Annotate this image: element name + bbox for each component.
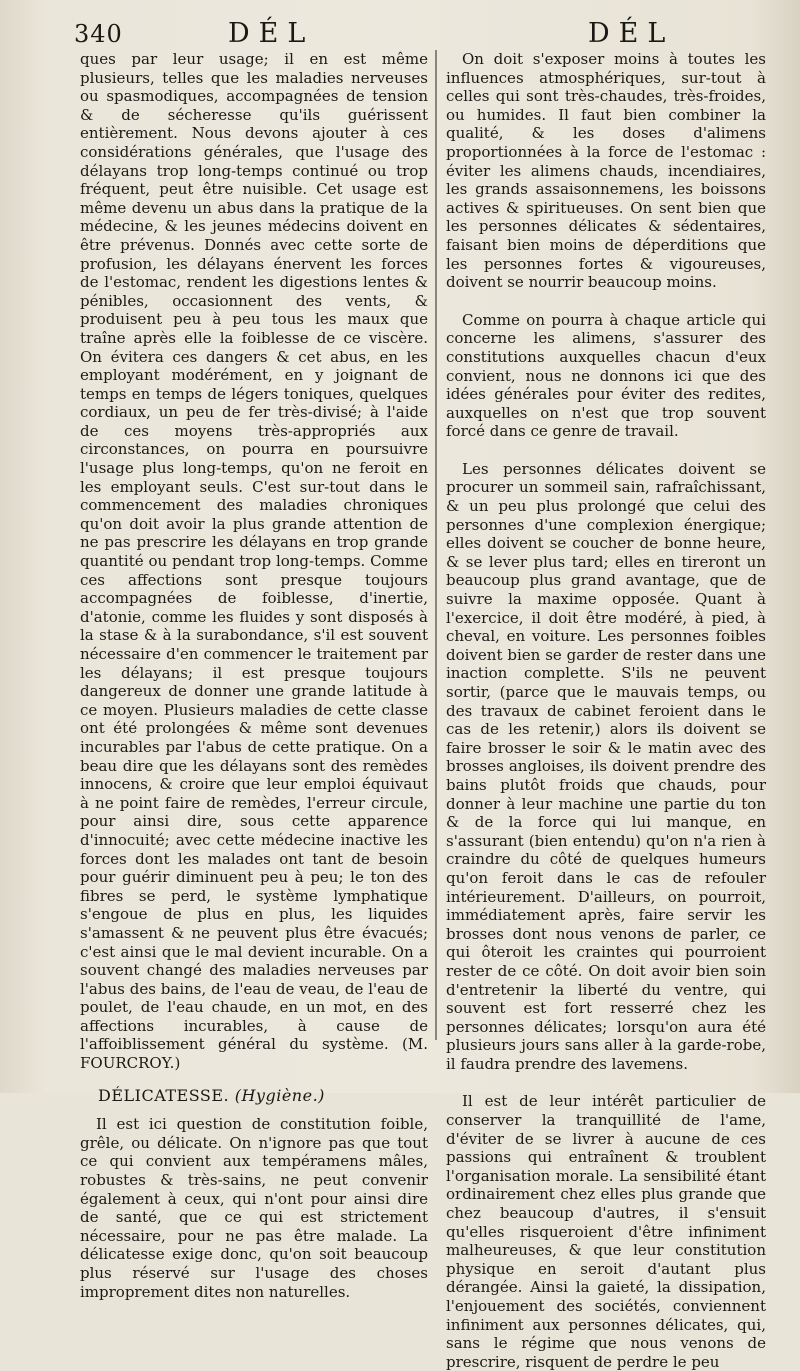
left-paragraph-1: ques par leur usage; il en est même plusieurs, telles que les maladies nerveuses ou spasmodiques, accompagnées de tension & de sécheresse qu'ils guérissent entièrement. Nous devons ajouter à ces considérations générales, que l'usage des délayans trop long-temps continué ou trop fréquent, peut être nuisible. Cet usage est même devenu un abus dans la pratique de la médecine, & les jeunes médecins doivent en être prévenus. Donnés avec cette sorte de profusion, les délayans énervent les forces de l'estomac, rendent les digestions lentes & pénibles, occasionnent des vents, & produisent peu à peu tous les maux que traîne après elle la foiblesse de ce viscère. On évitera ces dangers & cet abus, en les employant modérément, en y joignant de temps en temps de légers toniques, quelques cordiaux, un peu de fer très-divisé; à l'aide de ces moyens très-appropriés aux circonstances, on pourra en poursuivre l'usage plus long-temps, qu'on ne feroit en les employant seuls. C'est sur-tout dans le commencement des maladies chroniques qu'on doit avoir la plus grande attention de ne pas prescrire les délayans en trop grande quantité ou pendant trop long-temps. Comme ces affections sont presque toujours accompagnées de foiblesse, d'inertie, d'atonie, comme les fluides y sont disposés à la stase & à la surabondance, s'il est souvent nécessaire d'en commencer le traitement par les délayans; il est presque toujours dangereux de donner une grande latitude à ce moyen. Plusieurs maladies de cette classe ont été prolongées & même sont devenues incurables par l'abus de cette pratique. On a beau dire que les délayans sont des remèdes innocens, & croire que leur emploi équivaut à ne point faire de remèdes, l'erreur circule, pour ainsi dire, sous cette apparence d'innocuité; avec cette médecine inactive les forces dont les malades ont tant de besoin pour guérir diminuent peu à peu; le ton des fibres se perd, le système lymphatique s'engoue de plus en plus, les liquides s'amassent & ne peuvent plus être évacués; c'est ainsi que le mal devient incurable. On a souvent changé des maladies nerveuses par l'abus des bains, de l'eau de veau, de l'eau de poulet, de l'eau chaude, en un mot, en des affections incurables, à cause de l'affoiblissement général du système. (M. FOURCROY.) (80, 50, 428, 1073)
right-paragraph-2: Comme on pourra à chaque article qui concerne les alimens, s'assurer des constitutions auxquelles chacun d'eux convient, nous ne donnons ici que des idées générales pour éviter des redites, auxquelles on n'est que trop souvent forcé dans ce genre de travail. (446, 310, 766, 441)
article-title: DÉLICATESSE. (98, 1085, 230, 1105)
article-heading (98, 1087, 428, 1106)
running-head-left: DÉL (228, 18, 315, 49)
left-paragraph-2: Il est ici question de constitution foible, grêle, ou délicate. On n'ignore pas que tout ce qui convient aux tempéramens mâles, robustes & très-sains, ne peut convenir également à ceux, qui n'ont pour ainsi dire de santé, que ce qui est strictement nécessaire, pour ne pas être malade. La délicatesse exige donc, qu'on soit beaucoup plus réservé sur l'usage des choses improprement dites non naturelles. (80, 1115, 428, 1301)
running-head-right: DÉL (588, 18, 675, 49)
right-paragraph-1: On doit s'exposer moins à toutes les influences atmosphériques, sur-tout à celles qui sont très-chaudes, très-froides, ou humides. Il faut bien combiner la qualité, & les doses d'alimens proportionnées à la force de l'estomac : éviter les alimens chauds, incendiaires, les grands assaisonnemens, les boissons actives & spiritueuses. On sent bien que les personnes délicates & sédentaires, faisant bien moins de déperditions que les personnes fortes & vigoureuses, doivent se nourrir beaucoup moins. (446, 50, 766, 292)
left-column (80, 50, 428, 1301)
right-paragraph-4: Il est de leur intérêt particulier de conserver la tranquillité de l'ame, d'éviter de se livrer à aucune de ces passions qui entraînent & troublent l'organisation morale. La sensibilité étant ordinairement chez elles plus grande que chez beaucoup d'autres, il s'ensuit qu'elles risqueroient d'être infiniment malheureuses, & que leur constitution physique en seroit d'autant plus dérangée. Ainsi la gaieté, la dissipation, l'enjouement des sociétés, conviennent infiniment aux personnes délicates, qui, sans le régime que nous venons de prescrire, risquent de perdre le peu (446, 1092, 766, 1371)
page-header (0, 14, 800, 48)
page-number: 340 (74, 20, 123, 48)
right-paragraph-3: Les personnes délicates doivent se procurer un sommeil sain, rafraîchissant, & un peu plus prolongé que celui des personnes d'une complexion énergique; elles doivent se coucher de bonne heure, & se lever plus tard; elles en tireront un beaucoup plus grand avantage, que de suivre la maxime opposée. Quant à l'exercice, il doit être modéré, à pied, à cheval, en voiture. Les personnes foibles doivent bien se garder de rester dans une inaction complette. S'ils ne peuvent sortir, (parce que le mauvais temps, ou des travaux de cabinet feroient dans le cas de les retenir,) alors ils doivent se faire brosser le soir & le matin avec des brosses angloises, ils doivent prendre des bains plutôt froids que chauds, pour donner à leur machine une partie du ton & de la force qui lui manque, en s'assurant (bien entendu) qu'on n'a rien à craindre du côté de quelques humeurs qu'on feroit dans le cas de refouler intérieurement. D'ailleurs, on pourroit, immédiatement après, faire servir les brosses dont nous venons de parler, ce qui ôteroit les craintes qui pourroient rester de ce côté. On doit avoir bien soin d'entretenir la liberté du ventre, qui souvent est fort resserré chez les personnes délicates; lorsqu'on aura été plusieurs jours sans aller à la garde-robe, il faudra prendre des lavemens. (446, 459, 766, 1073)
right-column (446, 50, 766, 1371)
column-divider (435, 50, 437, 1040)
article-category: (Hygiène.) (234, 1085, 325, 1105)
